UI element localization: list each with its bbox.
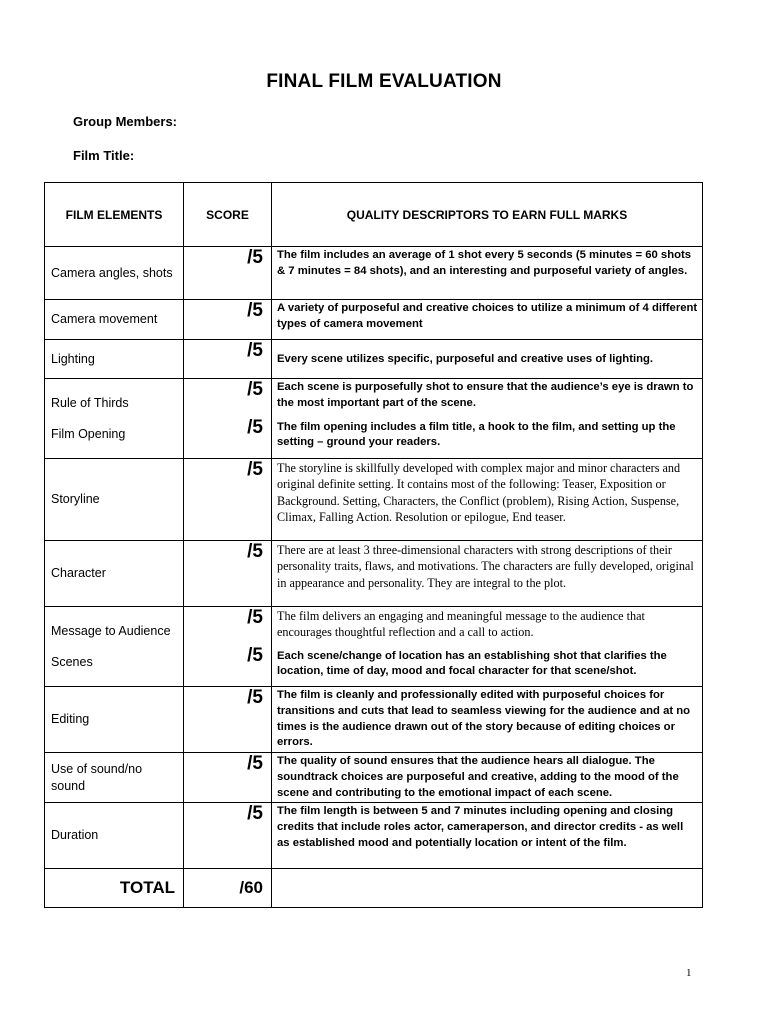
element-cell bbox=[45, 607, 184, 687]
element-cell: Editing bbox=[45, 687, 184, 753]
element-label: Film Opening bbox=[51, 426, 126, 441]
element-label: Scenes bbox=[51, 654, 93, 669]
descriptor-cell: The quality of sound ensures that the audience hears all dialogue. The soundtrack choices are purposeful and creative, adding to the mood of the scene and contributing to the emotional impact of each scene. bbox=[272, 753, 703, 803]
score-cell: /5 bbox=[184, 541, 272, 607]
header-row bbox=[45, 183, 703, 247]
score-value: /5 bbox=[247, 379, 263, 400]
table-row bbox=[45, 687, 703, 753]
element-cell bbox=[45, 379, 184, 459]
table-row bbox=[45, 340, 703, 379]
header-film-elements: FILM ELEMENTS bbox=[45, 183, 184, 247]
header-score: SCORE bbox=[184, 183, 272, 247]
descriptor-cell: Every scene utilizes specific, purposeful and creative uses of lighting. bbox=[272, 340, 703, 379]
table-row bbox=[45, 300, 703, 340]
evaluation-table bbox=[44, 182, 703, 908]
total-row bbox=[45, 869, 703, 908]
score-value: /5 bbox=[247, 645, 263, 666]
descriptor-text: Each scene/change of location has an establishing shot that clarifies the location, time of day, mood and focal character for that scene/shot. bbox=[277, 649, 667, 678]
score-cell: /5 bbox=[184, 753, 272, 803]
descriptor-cell bbox=[272, 607, 703, 687]
score-cell: /5 bbox=[184, 459, 272, 541]
score-cell: /5 bbox=[184, 300, 272, 340]
element-cell: Camera angles, shots bbox=[45, 247, 184, 300]
score-cell: /5 bbox=[184, 340, 272, 379]
page-title: FINAL FILM EVALUATION bbox=[266, 71, 502, 92]
score-cell: /5 bbox=[184, 247, 272, 300]
page-number: 1 bbox=[686, 967, 692, 979]
total-score: /60 bbox=[184, 869, 272, 908]
descriptor-cell: The storyline is skillfully developed with complex major and minor characters and original definite setting. It contains most of the following: Teaser, Exposition or Background. Setting, Characters, the Conflict (problem), Rising Action, Suspense, Climax, Falling Action. Resolution or epilogue, End teaser. bbox=[272, 459, 703, 541]
score-cell: /5 bbox=[184, 803, 272, 869]
score-value: /5 bbox=[247, 607, 263, 628]
element-cell: Character bbox=[45, 541, 184, 607]
table-row bbox=[45, 607, 703, 687]
table-row bbox=[45, 247, 703, 300]
score-cell: /5 bbox=[184, 687, 272, 753]
score-value: /5 bbox=[247, 417, 263, 438]
element-label: Rule of Thirds bbox=[51, 395, 129, 410]
descriptor-text: Each scene is purposefully shot to ensure that the audience’s eye is drawn to the most important part of the scene. bbox=[277, 381, 694, 409]
table-row bbox=[45, 541, 703, 607]
descriptor-cell: A variety of purposeful and creative choices to utilize a minimum of 4 different types of camera movement bbox=[272, 300, 703, 340]
total-label: TOTAL bbox=[45, 869, 184, 908]
element-cell: Duration bbox=[45, 803, 184, 869]
film-title-label: Film Title: bbox=[73, 148, 135, 163]
table-row bbox=[45, 753, 703, 803]
element-cell: Camera movement bbox=[45, 300, 184, 340]
table-row bbox=[45, 803, 703, 869]
element-label: Message to Audience bbox=[51, 623, 171, 638]
table-row bbox=[45, 379, 703, 459]
score-cell bbox=[184, 607, 272, 687]
descriptor-text: The film opening includes a film title, a hook to the film, and setting up the setting – ground your readers. bbox=[277, 420, 676, 449]
element-cell: Storyline bbox=[45, 459, 184, 541]
table-row bbox=[45, 459, 703, 541]
descriptor-text: The film delivers an engaging and meaningful message to the audience that encourages thoughtful reflection and a call to action. bbox=[277, 609, 645, 640]
element-cell: Lighting bbox=[45, 340, 184, 379]
group-members-label: Group Members: bbox=[73, 114, 178, 129]
descriptor-cell bbox=[272, 379, 703, 459]
descriptor-cell: There are at least 3 three-dimensional characters with strong descriptions of their personality traits, flaws, and motivations. The characters are fully developed, original in appearance and personality. They are integral to the plot. bbox=[272, 541, 703, 607]
total-empty-cell bbox=[272, 869, 703, 908]
descriptor-cell: The film length is between 5 and 7 minutes including opening and closing credits that include roles actor, cameraperson, and director credits - as well as established mood and potentially location or intent of the film. bbox=[272, 803, 703, 869]
element-cell: Use of sound/no sound bbox=[45, 753, 184, 803]
descriptor-cell: The film includes an average of 1 shot every 5 seconds (5 minutes = 60 shots & 7 minutes = 84 shots), and an interesting and purposeful variety of angles. bbox=[272, 247, 703, 300]
descriptor-cell: The film is cleanly and professionally edited with purposeful choices for transitions and cuts that lead to seamless viewing for the audience and at no times is the audience drawn out of the story because of editing choices or errors. bbox=[272, 687, 703, 753]
score-cell bbox=[184, 379, 272, 459]
header-quality-descriptors: QUALITY DESCRIPTORS TO EARN FULL MARKS bbox=[272, 183, 703, 247]
